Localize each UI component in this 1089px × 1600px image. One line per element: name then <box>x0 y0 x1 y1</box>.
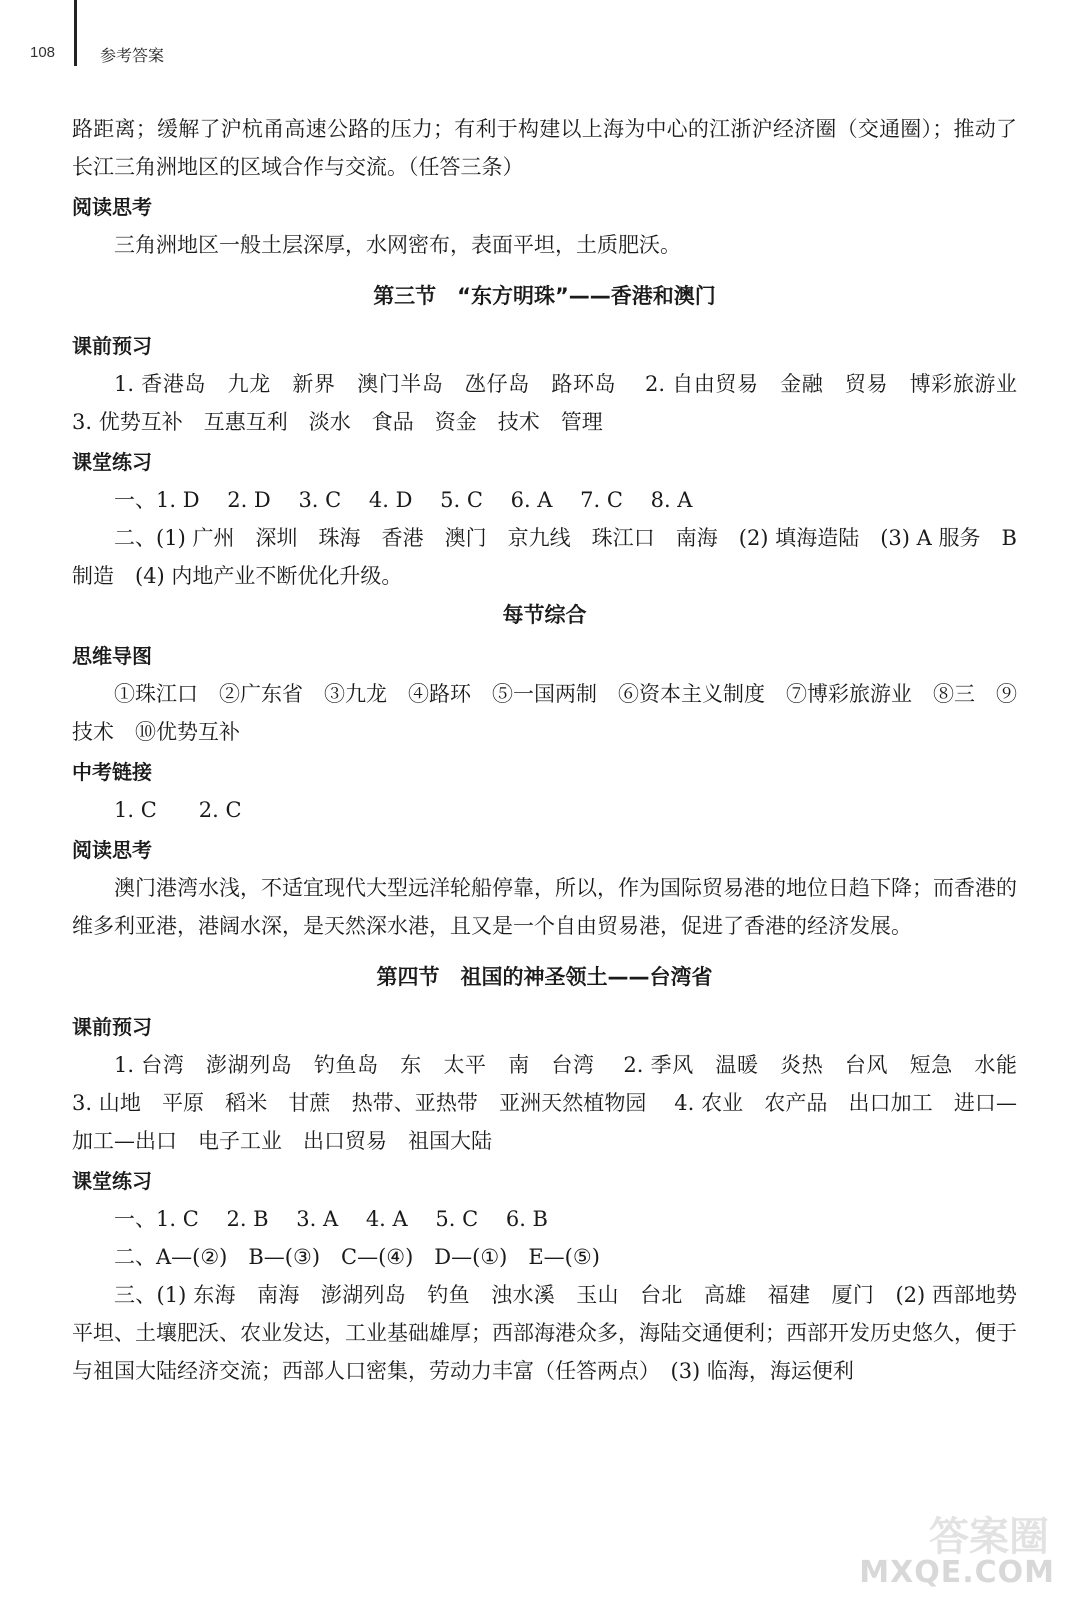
header-divider <box>74 0 77 66</box>
intro-paragraph: 路距离；缓解了沪杭甬高速公路的压力；有利于构建以上海为中心的江浙沪经济圈（交通圈）；推动了长江三角洲地区的区域合作与交流。（任答三条） <box>72 117 1017 179</box>
exam-link-text: 1. C 2. C <box>114 798 242 822</box>
exam-link-label: 中考链接 <box>72 760 152 784</box>
practice-line: 二、(1) 广州 深圳 珠海 香港 澳门 京九线 珠江口 南海 (2) 填海造陆 (3) A 服务 B 制造 (4) 内地产业不断优化升级。 <box>72 526 1017 588</box>
watermark-url: MXQE.COM <box>859 1555 1055 1590</box>
reading-text: 三角洲地区一般土层深厚，水网密布，表面平坦，土质肥沃。 <box>114 233 681 257</box>
page-number: 108 <box>30 44 56 61</box>
reading-label: 阅读思考 <box>72 195 152 219</box>
reading-text: 澳门港湾水浅，不适宜现代大型远洋轮船停靠，所以，作为国际贸易港的地位日趋下降；而香港的维多利亚港，港阔水深，是天然深水港，且又是一个自由贸易港，促进了香港的经济发展。 <box>72 876 1017 938</box>
preview-label: 课前预习 <box>72 1015 152 1039</box>
practice-label: 课堂练习 <box>72 1169 152 1193</box>
section-title: 第三节 “东方明珠”——香港和澳门 <box>373 284 716 308</box>
practice-line: 三、(1) 东海 南海 澎湖列岛 钓鱼 浊水溪 玉山 台北 高雄 福建 厦门 (2) 西部地势平坦、土壤肥沃、农业发达，工业基础雄厚；西部海港众多，海陆交通便利；西部开发历史悠久，便于与祖国大陆经济交流；西部人口密集，劳动力丰富（任答两点） (3) 临海，海运便利 <box>72 1283 1017 1383</box>
reading-label: 阅读思考 <box>72 838 152 862</box>
answer-content <box>72 110 1038 1390</box>
practice-label: 课堂练习 <box>72 450 152 474</box>
page-header <box>0 0 1089 80</box>
section-title: 第四节 祖国的神圣领土——台湾省 <box>376 965 713 989</box>
summary-title: 每节综合 <box>502 603 587 627</box>
practice-line: 一、1. D 2. D 3. C 4. D 5. C 6. A 7. C 8. A <box>114 488 693 512</box>
mindmap-text: ①珠江口 ②广东省 ③九龙 ④路环 ⑤一国两制 ⑥资本主义制度 ⑦博彩旅游业 ⑧三 ⑨技术 ⑩优势互补 <box>72 682 1017 744</box>
preview-text: 1. 香港岛 九龙 新界 澳门半岛 氹仔岛 路环岛 2. 自由贸易 金融 贸易 博彩旅游业 3. 优势互补 互惠互利 淡水 食品 资金 技术 管理 <box>72 372 1038 434</box>
preview-label: 课前预习 <box>72 334 152 358</box>
preview-text: 1. 台湾 澎湖列岛 钓鱼岛 东 太平 南 台湾 2. 季风 温暖 炎热 台风 短急 水能 3. 山地 平原 稻米 甘蔗 热带、亚热带 亚洲天然植物园 4. 农业 农产品 出口加工 进口—加工—出口 电子工业 出口贸易 祖国大陆 <box>72 1053 1038 1153</box>
watermark <box>859 1514 1055 1590</box>
practice-line: 一、1. C 2. B 3. A 4. A 5. C 6. B <box>114 1207 548 1231</box>
mindmap-label: 思维导图 <box>72 644 152 668</box>
header-title: 参考答案 <box>100 46 165 65</box>
watermark-logo: 答案圈 <box>929 1514 1049 1560</box>
practice-line: 二、A—(②) B—(③) C—(④) D—(①) E—(⑤) <box>114 1245 600 1269</box>
